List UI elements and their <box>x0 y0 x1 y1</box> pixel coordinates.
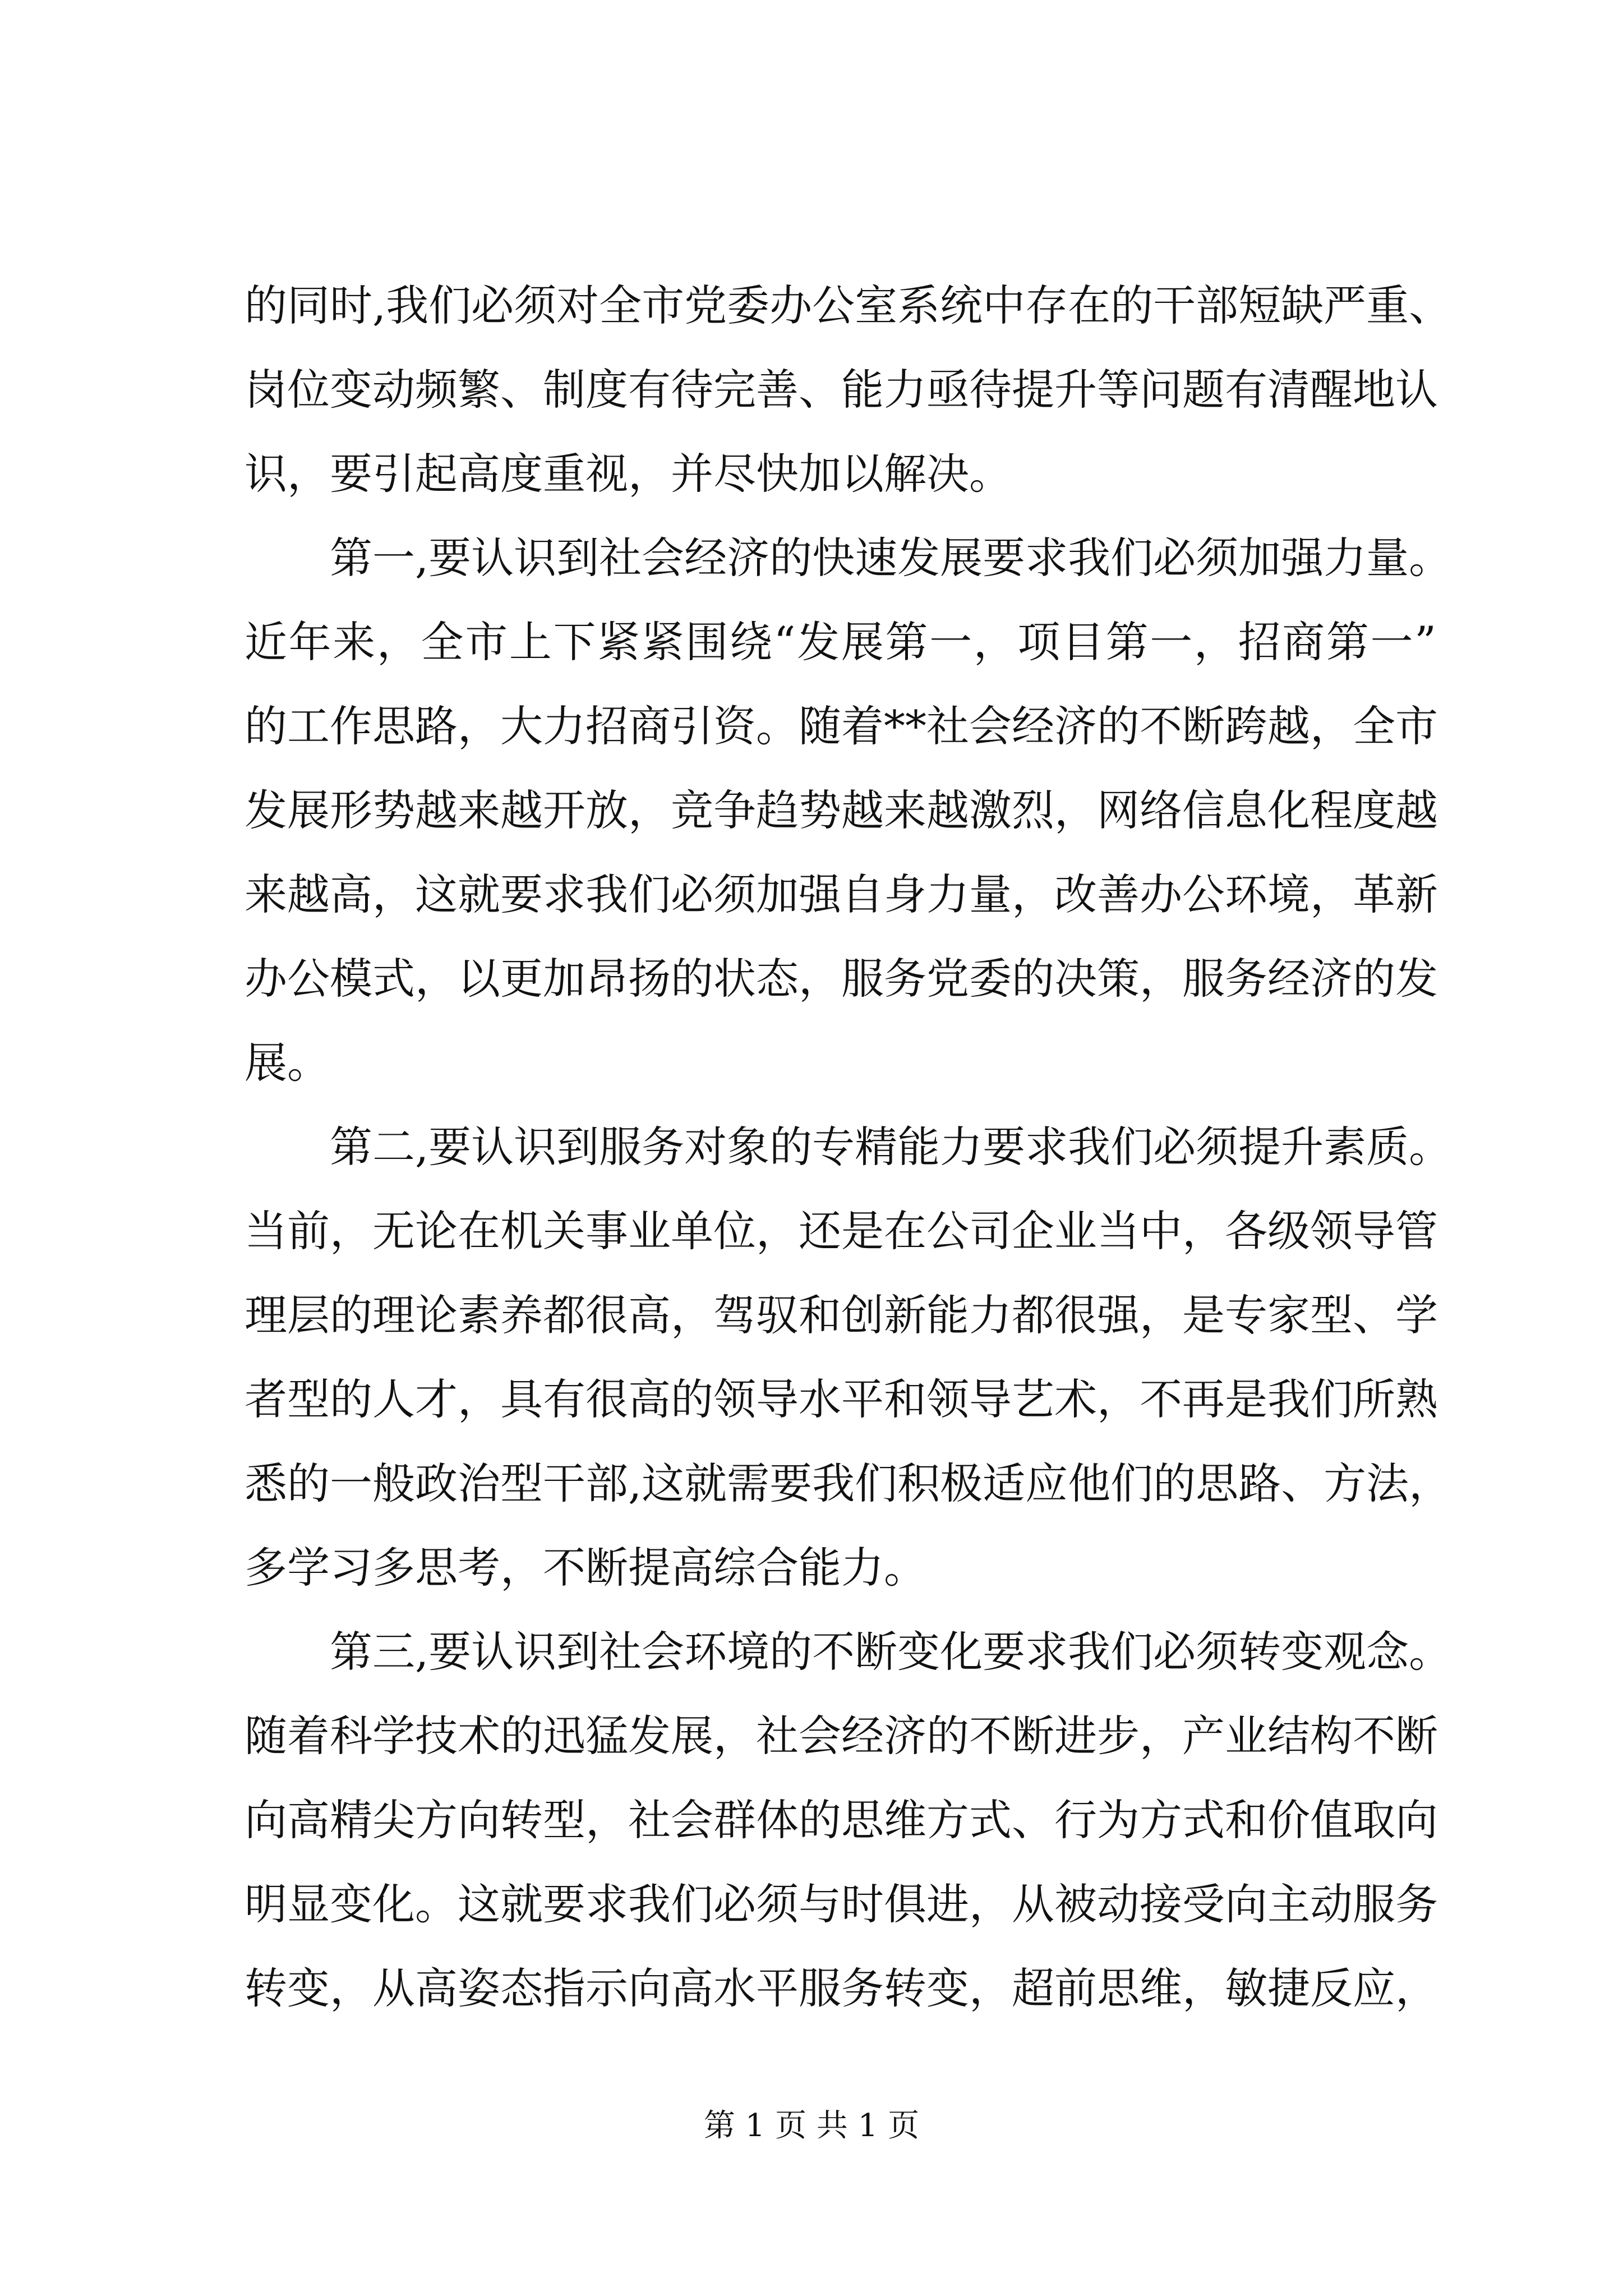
text-line: 悉的一般政治型干部,这就需要我们积极适应他们的思路、方法， <box>245 1458 1452 1508</box>
text-line: 发展形势越来越开放，竞争趋势越来越激烈，网络信息化程度越 <box>245 785 1438 835</box>
text-line: 展。 <box>245 1038 330 1088</box>
document-body <box>245 264 1452 2031</box>
text-line: 随着科学技术的迅猛发展，社会经济的不断进步，产业结构不断 <box>245 1711 1438 1761</box>
text-line: 者型的人才，具有很高的领导水平和领导艺术，不再是我们所熟 <box>245 1374 1438 1424</box>
paragraph-heading-2: 第二,要认识到服务对象的专精能力要求我们必须提升素质。 <box>330 1122 1452 1172</box>
text-line: 向高精尖方向转型，社会群体的思维方式、行为方式和价值取向 <box>245 1795 1438 1845</box>
text-line: 的工作思路，大力招商引资。随着**社会经济的不断跨越，全市 <box>245 701 1438 751</box>
text-line: 岗位变动频繁、制度有待完善、能力亟待提升等问题有清醒地认 <box>245 365 1438 415</box>
text-line: 明显变化。这就要求我们必须与时俱进，从被动接受向主动服务 <box>245 1879 1438 1929</box>
text-line: 办公模式，以更加昂扬的状态，服务党委的决策，服务经济的发 <box>245 954 1438 1004</box>
text-line: 多学习多思考，不断提高综合能力。 <box>245 1543 926 1593</box>
text-line: 的同时,我们必须对全市党委办公室系统中存在的干部短缺严重、 <box>245 280 1452 330</box>
paragraph-heading-1: 第一,要认识到社会经济的快速发展要求我们必须加强力量。 <box>330 533 1452 583</box>
text-line: 理层的理论素养都很高，驾驭和创新能力都很强，是专家型、学 <box>245 1290 1438 1340</box>
page-footer: 第 1 页 共 1 页 <box>703 2108 920 2144</box>
text-line: 近年来，全市上下紧紧围绕“发展第一，项目第一，招商第一” <box>245 617 1436 667</box>
text-line: 当前，无论在机关事业单位，还是在公司企业当中，各级领导管 <box>245 1206 1438 1256</box>
text-line: 识，要引起高度重视，并尽快加以解决。 <box>245 449 1012 499</box>
paragraph-heading-3: 第三,要认识到社会环境的不断变化要求我们必须转变观念。 <box>330 1627 1452 1677</box>
text-line: 转变，从高姿态指示向高水平服务转变，超前思维，敏捷反应， <box>245 1963 1438 2013</box>
text-line: 来越高，这就要求我们必须加强自身力量，改善办公环境，革新 <box>245 869 1438 919</box>
